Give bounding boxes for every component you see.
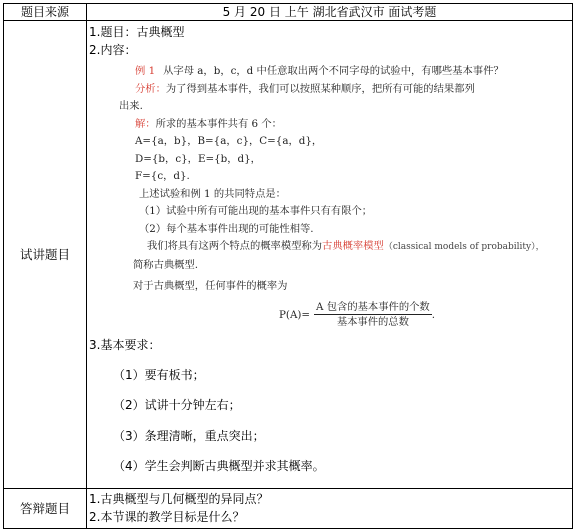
header-source-label: 题目来源 — [4, 4, 87, 21]
probability-intro: 对于古典概型，任何事件的概率为 — [133, 280, 288, 292]
definition-pre: 我们将具有这两个特点的概率模型称为 — [147, 240, 323, 252]
example-label: 例 1 — [135, 65, 156, 77]
content-label: 2.内容： — [89, 43, 137, 57]
header-row — [4, 4, 573, 21]
definition-post: 简称古典概型. — [133, 258, 199, 271]
equation-3: F={c，d}. — [135, 170, 190, 182]
defense-row-label: 答辩题目 — [4, 488, 87, 528]
analysis-label: 分析： — [135, 82, 166, 95]
lecture-row-label: 试讲题目 — [4, 21, 87, 489]
defense-question: 2.本节课的教学目标是什么？ — [89, 509, 245, 524]
analysis-text: 为了得到基本事件，我们可以按照某种顺序，把所有可能的结果都列 — [165, 82, 475, 95]
formula-fraction — [314, 300, 432, 329]
feature-1: （1）试验中所有可能出现的基本事件只有有限个； — [139, 205, 373, 217]
formula-lhs: P(A)= — [279, 308, 311, 321]
definition-line — [87, 238, 572, 257]
feature-2: （2）每个基本事件出现的可能性相等. — [139, 222, 314, 235]
formula-period: . — [431, 308, 435, 321]
requirement-item: （4）学生会判断古典概型并求其概率。 — [113, 459, 325, 474]
solution-text: 所求的基本事件共有 6 个： — [155, 117, 282, 130]
features-intro: 上述试验和例 1 的共同特点是： — [139, 187, 286, 200]
header-exam-info: 5 月 20 日 上午 湖北省武汉市 面试考题 — [87, 4, 573, 21]
solution-line — [87, 116, 572, 134]
solution-label: 解： — [135, 117, 156, 130]
equation-2: D={b，c}，E={b，d}， — [135, 152, 261, 165]
analysis-text-cont: 出来. — [119, 100, 143, 112]
example-text: 从字母 a，b，c，d 中任意取出两个不同字母的试验中，有哪些基本事件？ — [163, 65, 504, 77]
requirement-item: （1）要有板书； — [113, 367, 205, 382]
requirements-label: 3.基本要求： — [89, 337, 161, 352]
analysis-line — [87, 81, 572, 99]
equation-1: A={a，b}，B={a，c}，C={a，d}， — [135, 135, 323, 147]
defense-row — [4, 488, 573, 528]
formula-denominator: 基本事件的总数 — [336, 316, 409, 328]
defense-content — [87, 488, 573, 528]
requirement-item: （2）试讲十分钟左右； — [113, 398, 241, 413]
lecture-row — [4, 21, 573, 489]
definition-english: （classical models of probability）， — [383, 242, 545, 252]
definition-term: 古典概率模型 — [322, 240, 384, 252]
exam-table — [3, 3, 573, 529]
requirement-item: （3）条理清晰，重点突出； — [113, 428, 265, 443]
lecture-content — [87, 21, 573, 489]
textbook-excerpt — [87, 63, 572, 332]
example-line — [87, 63, 572, 81]
defense-question: 1.古典概型与几何概型的异同点？ — [89, 491, 269, 506]
lecture-title: 1.题目：古典概型 — [89, 25, 185, 39]
probability-formula — [87, 298, 572, 332]
formula-numerator: A 包含的基本事件的个数 — [316, 301, 430, 313]
